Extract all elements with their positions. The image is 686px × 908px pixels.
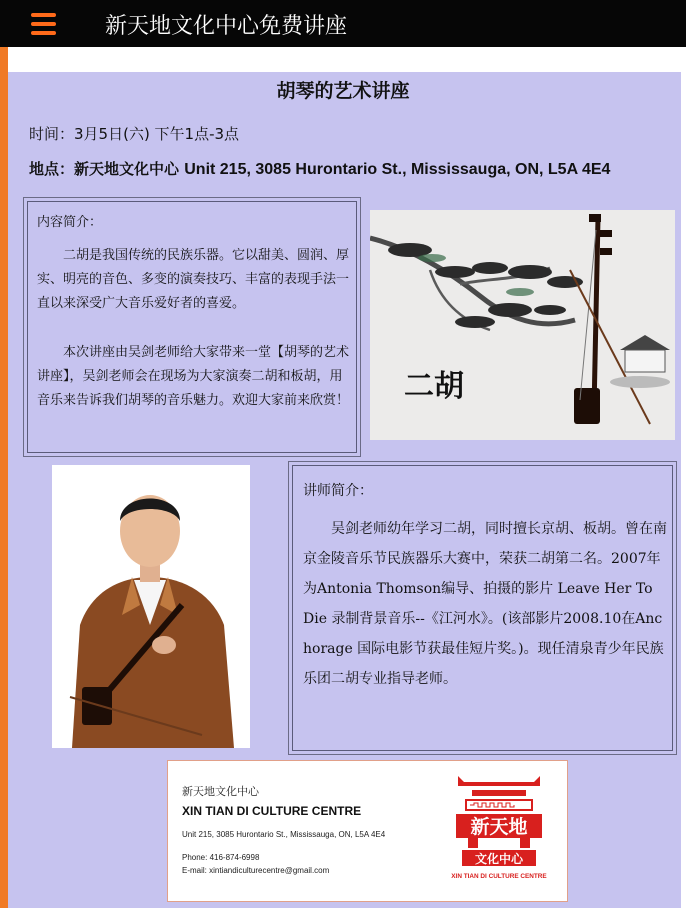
intro-paragraph-2: 本次讲座由吴剑老师给大家带来一堂【胡琴的艺术讲座】，吴剑老师会在现场为大家演奏二胡和板胡，用音乐来告诉我们胡琴的音乐魅力。欢迎大家前来欣赏！: [37, 345, 350, 408]
erhu-painting-image: [370, 210, 675, 440]
event-place-label: 地点：新天地文化中心: [29, 160, 185, 178]
bio-text: 吴剑老师幼年学习二胡，同时擅长京胡、板胡。曾在南京金陵音乐节民族器乐大赛中，荣获二胡第二名。2007年为Antonia Thomson编导、拍摄的影片 Leave Her To Die 录制背景音乐--《江河水》。(该部影片2008.10在Anchorage 国际电影节获最佳短片奖。)。现任清泉青少年民族乐团二胡专业指导老师。: [303, 521, 667, 687]
event-time: 时间：3月5日(六) 下午1点-3点: [29, 125, 240, 143]
event-place-address: Unit 215, 3085 Hurontario St., Mississauga, ON, L5A 4E4: [184, 161, 611, 178]
instructor-portrait-image: [52, 465, 250, 748]
bio-heading: 讲师简介：: [303, 483, 373, 499]
intro-heading: 内容简介：: [37, 215, 103, 230]
card-phone: Phone: 416-874-6998: [182, 853, 260, 862]
card-name-en: XIN TIAN DI CULTURE CENTRE: [182, 804, 362, 818]
erhu-caption: 二胡: [404, 369, 464, 404]
logo-sub-text: 文化中心: [474, 852, 524, 866]
left-accent-bar: [0, 47, 8, 908]
site-title: 新天地文化中心免费讲座: [105, 14, 348, 39]
culture-centre-logo-icon: [444, 774, 554, 884]
contact-card: [167, 760, 568, 902]
card-address: Unit 215, 3085 Hurontario St., Mississauga, ON, L5A 4E4: [182, 830, 386, 839]
intro-paragraph-1: 二胡是我国传统的民族乐器。它以甜美、圆润、厚实、明亮的音色、多变的演奏技巧、丰富的表现手法一直以来深受广大音乐爱好者的喜爱。: [37, 248, 350, 311]
card-name-cn: 新天地文化中心: [182, 785, 259, 798]
header-spacer: [8, 47, 686, 72]
bio-box: [292, 465, 673, 751]
logo-main-text: 新天地: [470, 816, 528, 838]
event-place: [29, 158, 610, 179]
top-bar: [0, 0, 686, 47]
card-email[interactable]: E-mail: xintiandiculturecentre@gmail.com: [182, 866, 330, 875]
logo-en-text: XIN TIAN DI CULTURE CENTRE: [451, 873, 547, 880]
hamburger-menu-icon[interactable]: [31, 13, 56, 35]
lecture-title: 胡琴的艺术讲座: [276, 80, 410, 102]
intro-box: [27, 201, 357, 453]
